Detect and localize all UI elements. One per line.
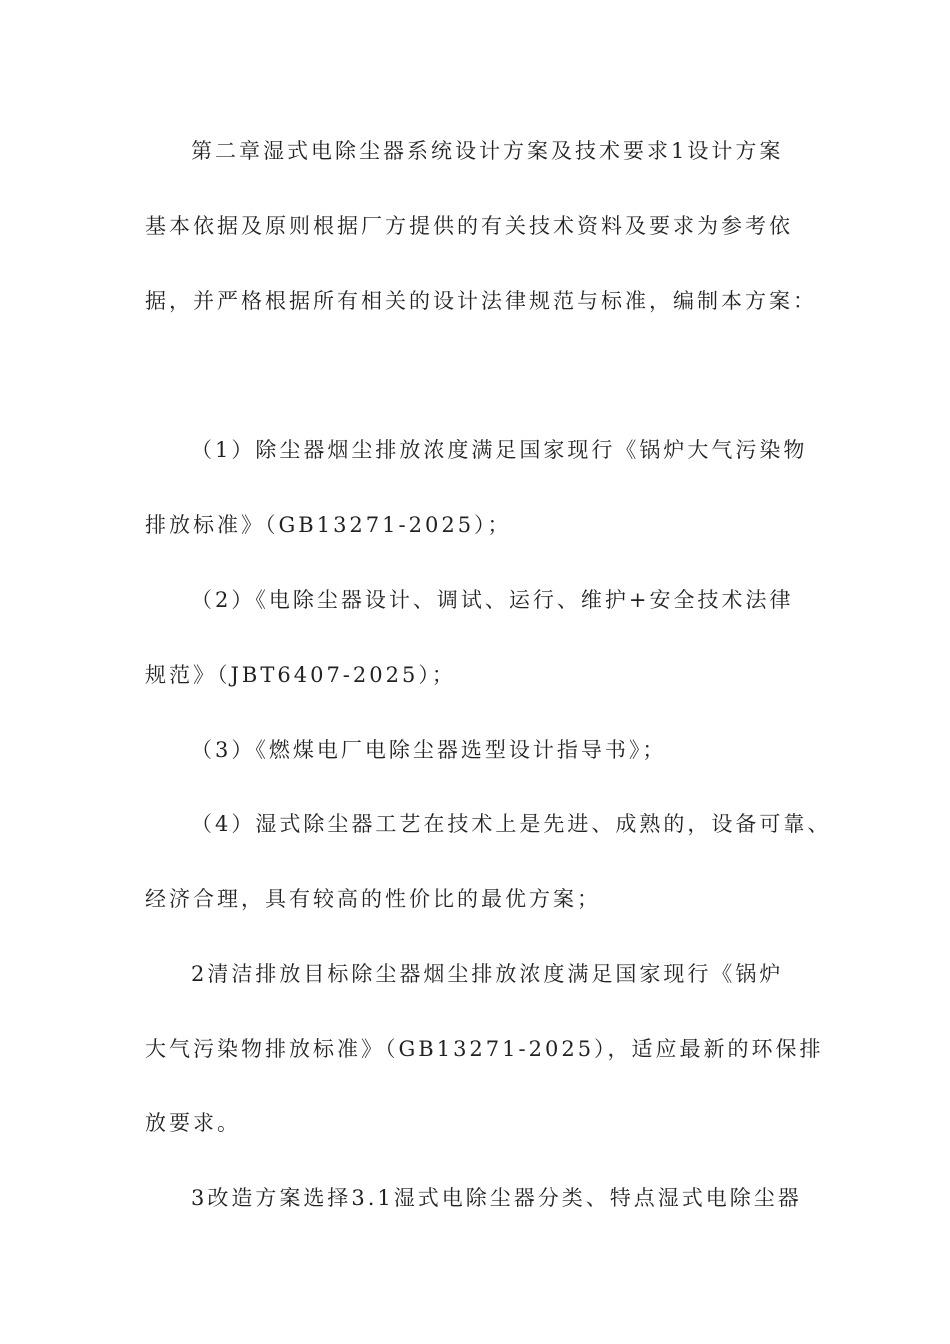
list-item-1-line: （1）除尘器烟尘排放浓度满足国家现行《锅炉大气污染物: [191, 438, 808, 462]
text-line: 据，并严格根据所有相关的设计法律规范与标准，编制本方案：: [145, 289, 817, 313]
chapter-heading-line: 第二章湿式电除尘器系统设计方案及技术要求1设计方案: [191, 139, 784, 163]
section-2-line: 2清洁排放目标除尘器烟尘排放浓度满足国家现行《锅炉: [191, 962, 784, 986]
list-item-3-line: （3）《燃煤电厂电除尘器选型设计指导书》；: [191, 738, 667, 762]
list-item-2-line: 规范》（JBT6407-2025）；: [145, 663, 456, 687]
section-3-line: 3改造方案选择3.1湿式电除尘器分类、特点湿式电除尘器: [191, 1186, 802, 1210]
list-item-1-line: 排放标准》（GB13271-2025）；: [145, 513, 512, 537]
section-2-line: 大气污染物排放标准》（GB13271-2025），适应最新的环保排: [145, 1037, 824, 1061]
list-item-4-line: （4）湿式除尘器工艺在技术上是先进、成熟的，设备可靠、: [191, 812, 832, 836]
list-item-4-line: 经济合理，具有较高的性价比的最优方案；: [145, 887, 601, 911]
text-line: 基本依据及原则根据厂方提供的有关技术资料及要求为参考依: [145, 214, 793, 238]
section-2-line: 放要求。: [145, 1111, 241, 1135]
list-item-2-line: （2）《电除尘器设计、调试、运行、维护+安全技术法律: [191, 588, 794, 612]
